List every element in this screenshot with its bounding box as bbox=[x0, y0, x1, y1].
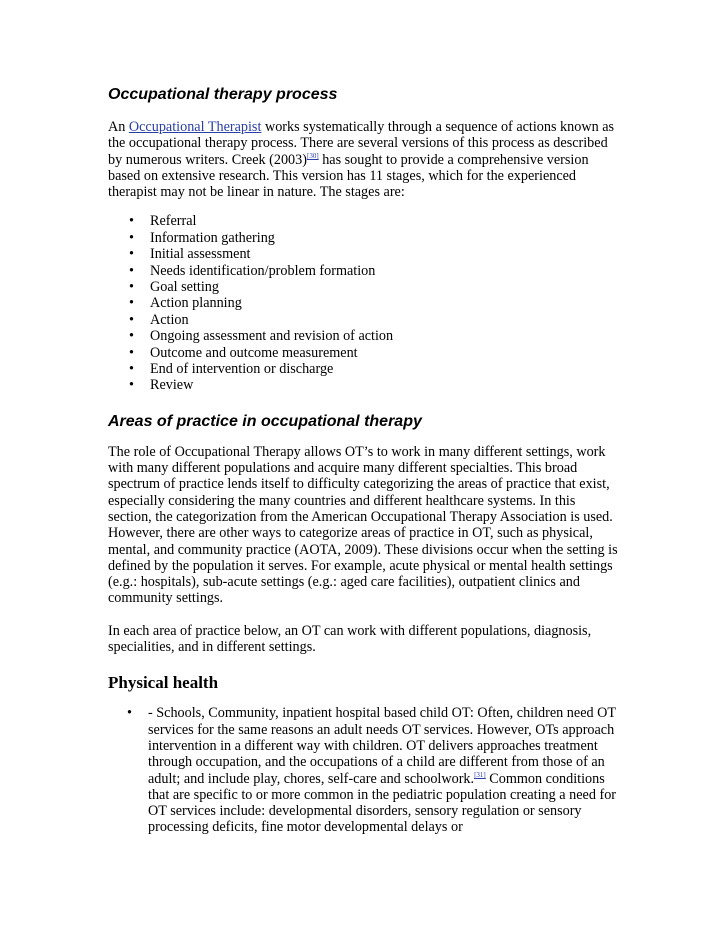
physical-health-list bbox=[108, 705, 620, 835]
reference-30-link[interactable]: [30] bbox=[306, 151, 319, 160]
section-title-ot-process: Occupational therapy process bbox=[108, 86, 338, 103]
list-item: • Initial assessment bbox=[108, 246, 620, 262]
list-item bbox=[108, 705, 620, 835]
occupational-therapist-link[interactable]: Occupational Therapist bbox=[128, 119, 262, 135]
section-title-areas-of-practice: Areas of practice in occupational therapy bbox=[108, 412, 422, 430]
ot-process-text-2: works systematically through a sequence of actions known as the occupational therapy process. There are several versions of this process as described by numerous writers. Creek (2003) bbox=[108, 119, 615, 168]
list-item: • Review bbox=[108, 377, 620, 393]
areas-of-practice-paragraph-2: In each area of practice below, an OT can work with different populations, diagnosis, specialities, and in different settings. bbox=[108, 622, 592, 656]
list-item: • Goal setting bbox=[108, 279, 620, 295]
physical-health-text-1: - Schools, Community, inpatient hospital based child OT: Often, children need OT services for the same reasons an adult needs OT services. However, OTs approach intervention in a different way with children. OT delivers approaches treatment through occupation, and the occupations of a child are different from those of an adult; and include play, chores, self-care and schoolwork. bbox=[148, 705, 616, 787]
list-item: • Action planning bbox=[108, 295, 620, 311]
list-item: • Needs identification/problem formation bbox=[108, 263, 620, 279]
ot-process-text-3: has sought to provide a comprehensive version based on extensive research. This version has 11 stages, which for the experienced therapist may not be linear in nature. The stages are: bbox=[108, 151, 589, 201]
list-item: • Ongoing assessment and revision of action bbox=[108, 328, 620, 344]
subsection-title-physical-health: Physical health bbox=[108, 673, 219, 693]
areas-of-practice-paragraph: The role of Occupational Therapy allows OT’s to work in many different settings, work with many different populations and acquire many different specialties. This broad spectrum of practice lends itself to difficulty categorizing the areas of practice that exist, especially considering the many countries and different healthcare systems. In this section, the categorization from the American Occupational Therapy Association is used. However, there are other ways to categorize areas of practice in OT, such as physical, mental, and community practice (AOTA, 2009). These divisions occur when the setting is defined by the population it serves. For example, acute physical or mental health settings (e.g.: hospitals), sub-acute settings (e.g.: aged care facilities), outpatient clinics and community settings. bbox=[108, 443, 618, 607]
ot-process-text-1: An bbox=[108, 119, 129, 135]
list-item: • Information gathering bbox=[108, 230, 620, 246]
stages-list bbox=[108, 213, 620, 393]
ot-process-paragraph bbox=[108, 119, 620, 200]
physical-health-text-2: Common conditions that are specific to or more common in the pediatric population creating a need for OT services include: developmental disorders, sensory regulation or sensory processing deficits, fine motor developmental delays or bbox=[148, 770, 617, 836]
list-item: • End of intervention or discharge bbox=[108, 361, 620, 377]
list-item: • Referral bbox=[108, 213, 620, 229]
list-item: • Outcome and outcome measurement bbox=[108, 345, 620, 361]
list-item: • Action bbox=[108, 312, 620, 328]
reference-31-link[interactable]: [31] bbox=[474, 770, 486, 779]
document-page bbox=[108, 85, 620, 836]
